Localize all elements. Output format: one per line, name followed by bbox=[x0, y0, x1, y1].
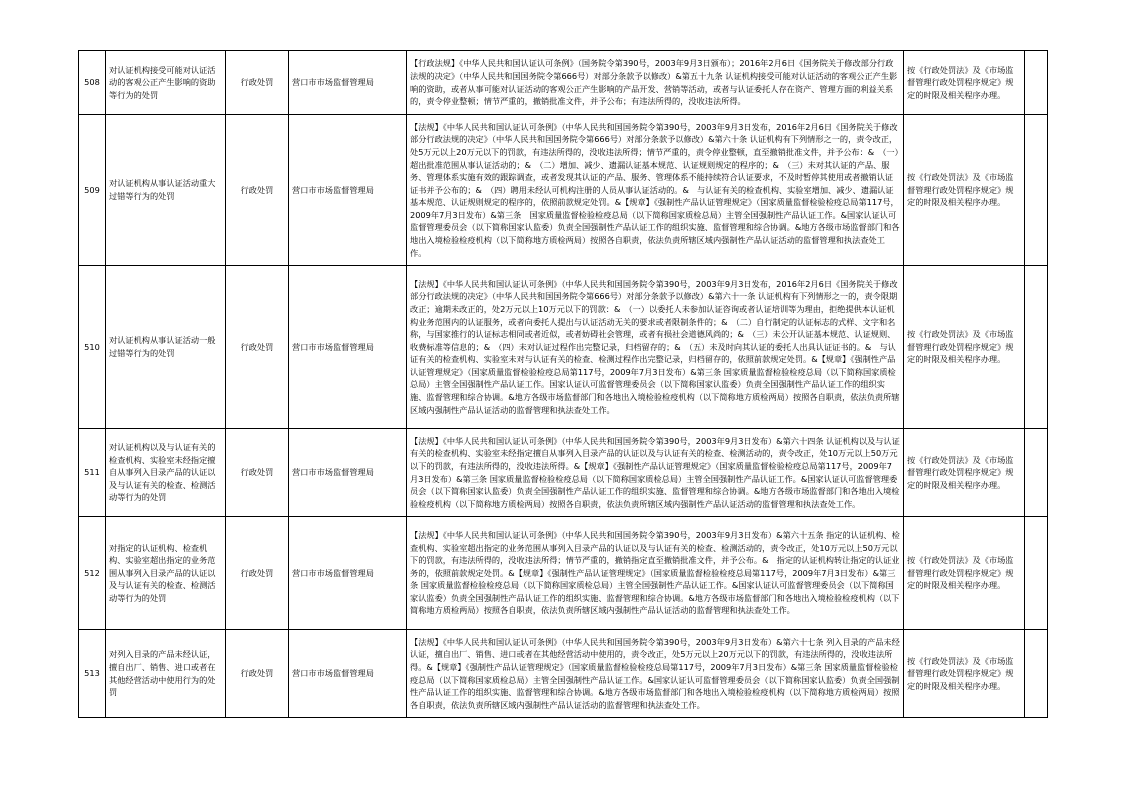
power-type: 行政处罚 bbox=[226, 429, 289, 517]
legal-basis: 【法规】《中华人民共和国认证认可条例》（中华人民共和国国务院令第390号，2003年9月3日发布）&第六十七条 列入目录的产品未经认证，擅自出厂、销售、进口或者在其他经营活动中使用的，责令改正，处5万元以上20万元以下的罚款，有违法所得的，没收违法所得。&【规章】《强制性产品认证管理规定》（国家质量监督检验检疫总局第117号，2009年7月3日发布）&第三条 国家质量监督检验检疫总局（以下简称国家质检总局）主管全国强制性产品认证工作。&国家认证认可监督管理委员会（以下简称国家认监委）负责全国强制性产品认证工作的组织实施、监督管理和综合协调。&地方各级市场监督部门和各地出入境检验检疫机构（以下简称地方质检两局）按照各自职责，依法负责所辖区域内强制性产品认证活动的监督管理和执法查处工作。 bbox=[407, 630, 904, 718]
item-name: 对认证机构从事认证活动重大过错等行为的处罚 bbox=[106, 115, 226, 266]
power-type: 行政处罚 bbox=[226, 517, 289, 630]
item-number: 510 bbox=[79, 266, 106, 429]
procedure: 按《行政处罚法》及《市场监督管理行政处罚程序规定》规定的时限及相关程序办理。 bbox=[904, 51, 1025, 115]
procedure: 按《行政处罚法》及《市场监督管理行政处罚程序规定》规定的时限及相关程序办理。 bbox=[904, 266, 1025, 429]
power-type: 行政处罚 bbox=[226, 51, 289, 115]
remarks-cell bbox=[1025, 630, 1048, 718]
remarks-cell bbox=[1025, 517, 1048, 630]
item-number: 509 bbox=[79, 115, 106, 266]
item-name: 对认证机构从事认证活动一般过错等行为的处罚 bbox=[106, 266, 226, 429]
item-name: 对认证机构以及与认证有关的检查机构、实验室未经指定擅自从事列入目录产品的认证以及与认证有关的检查、检测活动等行为的处罚 bbox=[106, 429, 226, 517]
legal-basis: 【法规】《中华人民共和国认证认可条例》（中华人民共和国国务院令第390号，2003年9月3日发布）&第六十四条 认证机构以及与认证有关的检查机构、实验室未经指定擅自从事列入目录产品的认证以及与认证有关的检查、检测活动的，责令改正，处10万元以上50万元以下的罚款，有违法所得的，没收违法所得。&【规章】《强制性产品认证管理规定》（国家质量监督检验检疫总局第117号，2009年7月3日发布）&第三条 国家质量监督检验检疫总局（以下简称国家质检总局）主管全国强制性产品认证工作。&国家认证认可监督管理委员会（以下简称国家认监委）负责全国强制性产品认证工作的组织实施、监督管理和综合协调。&地方各级市场监督部门和各地出入境检验检疫机构（以下简称地方质检两局）按照各自职责，依法负责所辖区域内强制性产品认证活动的监督管理和执法查处工作。 bbox=[407, 429, 904, 517]
implementing-department: 营口市市场监督管理局 bbox=[289, 429, 407, 517]
legal-basis: 【法规】《中华人民共和国认证认可条例》（中华人民共和国国务院令第390号，2003年9月3日发布，2016年2月6日《国务院关于修改部分行政法规的决定》（中华人民共和国国务院令第666号）对部分条款予以修改）&第六十条 认证机构有下列情形之一的，责令改正，处5万元以上20万元以下的罚款，有违法所得的，没收违法所得；情节严重的，责令停业整顿，直至撤销批准文件，并予公布：& （一）超出批准范围从事认证活动的；& （二）增加、减少、遗漏认证基本规范、认证规则规定的程序的；& （三）未对其认证的产品、服务、管理体系实施有效的跟踪调查，或者发现其认证的产品、服务、管理体系不能持续符合认证要求，不及时暂停其使用或者撤销认证证书并予公布的；& （四）聘用未经认可机构注册的人员从事认证活动的。& 与认证有关的检查机构、实验室增加、减少、遗漏认证基本规范、认证规则规定的程序的，依照前款规定处罚。&【规章】《强制性产品认证管理规定》（国家质量监督检验检疫总局第117号，2009年7月3日发布）&第三条 国家质量监督检验检疫总局（以下简称国家质检总局）主管全国强制性产品认证工作。&国家认证认可监督管理委员会（以下简称国家认监委）负责全国强制性产品认证工作的组织实施、监督管理和综合协调。&地方各级市场监督部门和各地出入境检验检疫机构（以下简称地方质检两局）按照各自职责，依法负责所辖区域内强制性产品认证活动的监督管理和执法查处工作。 bbox=[407, 115, 904, 266]
table-row bbox=[79, 517, 1048, 630]
remarks-cell bbox=[1025, 266, 1048, 429]
remarks-cell bbox=[1025, 429, 1048, 517]
power-type: 行政处罚 bbox=[226, 630, 289, 718]
table-row bbox=[79, 115, 1048, 266]
implementing-department: 营口市市场监督管理局 bbox=[289, 630, 407, 718]
procedure: 按《行政处罚法》及《市场监督管理行政处罚程序规定》规定的时限及相关程序办理。 bbox=[904, 630, 1025, 718]
procedure: 按《行政处罚法》及《市场监督管理行政处罚程序规定》规定的时限及相关程序办理。 bbox=[904, 115, 1025, 266]
item-number: 512 bbox=[79, 517, 106, 630]
item-number: 511 bbox=[79, 429, 106, 517]
powers-table bbox=[78, 50, 1048, 718]
item-number: 513 bbox=[79, 630, 106, 718]
procedure: 按《行政处罚法》及《市场监督管理行政处罚程序规定》规定的时限及相关程序办理。 bbox=[904, 429, 1025, 517]
implementing-department: 营口市市场监督管理局 bbox=[289, 266, 407, 429]
power-type: 行政处罚 bbox=[226, 266, 289, 429]
legal-basis: 【法规】《中华人民共和国认证认可条例》（中华人民共和国国务院令第390号，2003年9月3日发布，2016年2月6日《国务院关于修改部分行政法规的决定》（中华人民共和国国务院令第666号）对部分条款予以修改）&第六十一条 认证机构有下列情形之一的，责令限期改正；逾期未改正的，处2万元以上10万元以下的罚款：& （一）以委托人未参加认证咨询或者认证培训等为理由，拒绝提供本认证机构业务范围内的认证服务，或者向委托人提出与认证活动无关的要求或者限制条件的；& （二）自行制定的认证标志的式样、文字和名称，与国家推行的认证标志相同或者近似，或者妨碍社会管理，或者有损社会道德风尚的；& （三）未公开认证基本规范、认证规则、收费标准等信息的；& （四）未对认证过程作出完整记录，归档留存的；& （五）未及时向其认证的委托人出具认证证书的。& 与认证有关的检查机构、实验室未对与认证有关的检查、检测过程作出完整记录，归档留存的，依照前款规定处罚。&【规章】《强制性产品认证管理规定》（国家质量监督检验检疫总局第117号，2009年7月3日发布）&第三条 国家质量监督检验检疫总局（以下简称国家质检总局）主管全国强制性产品认证工作。国家认证认可监督管理委员会（以下简称国家认监委）负责全国强制性产品认证工作的组织实施、监督管理和综合协调。&地方各级市场监督部门和各地出入境检验检疫机构（以下简称地方质检两局）按照各自职责，依法负责所辖区域内强制性产品认证活动的监督管理和执法查处工作。 bbox=[407, 266, 904, 429]
implementing-department: 营口市市场监督管理局 bbox=[289, 115, 407, 266]
procedure: 按《行政处罚法》及《市场监督管理行政处罚程序规定》规定的时限及相关程序办理。 bbox=[904, 517, 1025, 630]
remarks-cell bbox=[1025, 115, 1048, 266]
table-row bbox=[79, 51, 1048, 115]
table-row bbox=[79, 266, 1048, 429]
item-name: 对指定的认证机构、检查机构、实验室超出指定的业务范围从事列入目录产品的认证以及与认证有关的检查、检测活动等行为的处罚 bbox=[106, 517, 226, 630]
implementing-department: 营口市市场监督管理局 bbox=[289, 51, 407, 115]
implementing-department: 营口市市场监督管理局 bbox=[289, 517, 407, 630]
remarks-cell bbox=[1025, 51, 1048, 115]
legal-basis: 【行政法规】《中华人民共和国认证认可条例》（国务院令第390号，2003年9月3日颁布）；2016年2月6日《国务院关于修改部分行政法规的决定》（中华人民共和国国务院令第666号）对部分条款予以修改）&第五十九条 认证机构接受可能对认证活动的客观公正产生影响的资助，或者从事可能对认证活动的客观公正产生影响的产品开发、营销等活动，或者与认证委托人存在资产、管理方面的利益关系的，责令停业整顿；情节严重的，撤销批准文件，并予公布；有违法所得的，没收违法所得。 bbox=[407, 51, 904, 115]
item-name: 对认证机构接受可能对认证活动的客观公正产生影响的资助等行为的处罚 bbox=[106, 51, 226, 115]
item-number: 508 bbox=[79, 51, 106, 115]
table-row bbox=[79, 429, 1048, 517]
legal-basis: 【法规】《中华人民共和国认证认可条例》（中华人民共和国国务院令第390号，2003年9月3日发布）&第六十五条 指定的认证机构、检查机构、实验室超出指定的业务范围从事列入目录产品的认证以及与认证有关的检查、检测活动的，责令改正，处10万元以上50万元以下的罚款，有违法所得的，没收违法所得；情节严重的，撤销指定直至撤销批准文件，并予公布。& 指定的认证机构转让指定的认证业务的，依照前款规定处罚。&【规章】《强制性产品认证管理规定》（国家质量监督检验检疫总局第117号，2009年7月3日发布）&第三条 国家质量监督检验检疫总局（以下简称国家质检总局）主管全国强制性产品认证工作。&国家认证认可监督管理委员会（以下简称国家认监委）负责全国强制性产品认证工作的组织实施、监督管理和综合协调。&地方各级市场监督部门和各地出入境检验检疫机构（以下简称地方质检两局）按照各自职责，依法负责所辖区域内强制性产品认证活动的监督管理和执法查处工作。 bbox=[407, 517, 904, 630]
item-name: 对列入目录的产品未经认证，擅自出厂、销售、进口或者在其他经营活动中使用行为的处罚 bbox=[106, 630, 226, 718]
table-row bbox=[79, 630, 1048, 718]
power-type: 行政处罚 bbox=[226, 115, 289, 266]
